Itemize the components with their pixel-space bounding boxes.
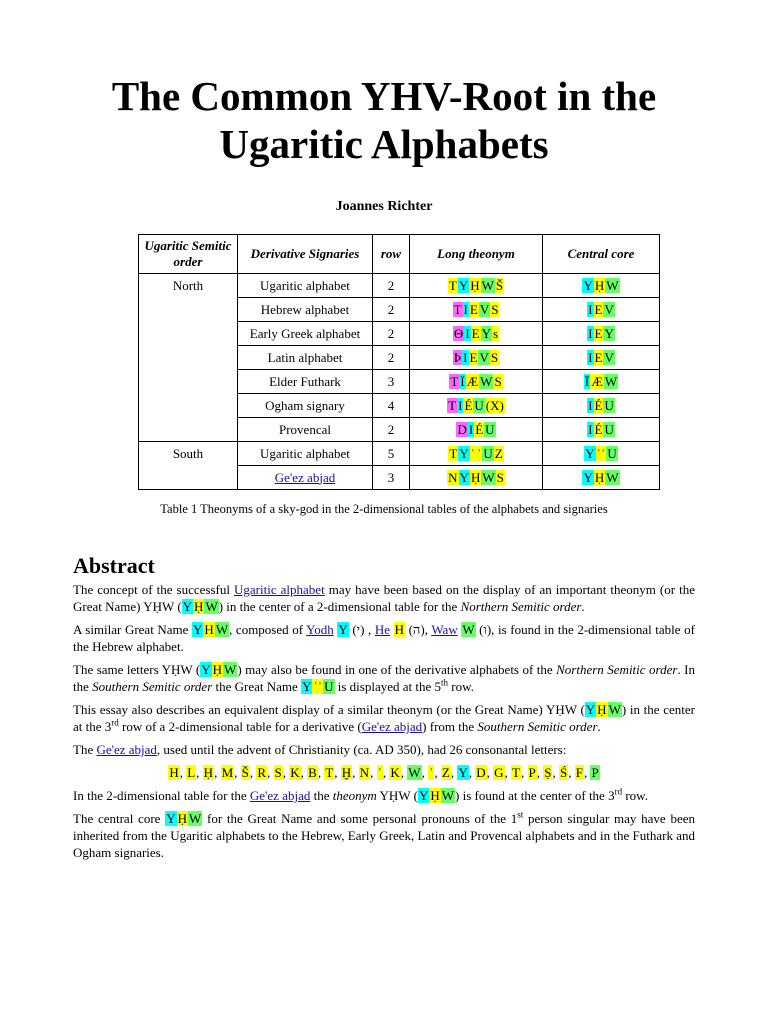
highlighted-letter: Y xyxy=(193,622,203,637)
text-run: , xyxy=(568,765,575,780)
text-run: ) is found at the center of the 3 xyxy=(455,788,615,803)
highlighted-letter: W xyxy=(188,811,202,826)
text-run: , xyxy=(249,765,257,780)
table-caption: Table 1 Theonyms of a sky-god in the 2-dimensional tables of the alphabets and signaries xyxy=(160,502,608,516)
highlighted-letter: Y xyxy=(585,702,596,717)
italic-term: Northern Semitic order xyxy=(556,662,678,677)
row-number-cell: 2 xyxy=(373,298,410,322)
text-run: . xyxy=(581,599,585,614)
highlighted-letter: T xyxy=(453,301,462,317)
table-row xyxy=(139,274,660,298)
inline-link[interactable]: Ge'ez abjad xyxy=(96,742,157,757)
highlighted-letter: Ï xyxy=(460,373,465,389)
text-run: , xyxy=(196,765,203,780)
table-body xyxy=(139,274,660,490)
row-number-cell: 3 xyxy=(373,466,410,490)
highlighted-letter: Z xyxy=(441,765,450,780)
text-run: , xyxy=(334,765,341,780)
highlighted-letter: Y xyxy=(459,469,469,485)
highlighted-letter: Z xyxy=(494,445,503,461)
highlighted-letter: Ḥ xyxy=(177,811,187,826)
text-run: row. xyxy=(622,788,648,803)
text-run: , xyxy=(536,765,544,780)
highlighted-letter: Ḫ xyxy=(341,765,352,780)
signary-cell: Hebrew alphabet xyxy=(238,298,373,322)
text-run: , xyxy=(400,765,408,780)
theonym-table xyxy=(138,234,660,490)
highlighted-letter: Ï xyxy=(584,373,590,389)
highlighted-letter: V xyxy=(479,349,489,365)
signary-cell: Ugaritic alphabet xyxy=(238,274,373,298)
highlighted-letter: U xyxy=(607,445,617,461)
central-core-cell xyxy=(543,394,660,418)
highlighted-letter: Y xyxy=(585,445,595,461)
text-run: , composed of xyxy=(229,622,307,637)
text-run: , xyxy=(370,765,377,780)
text-run: . In the xyxy=(73,662,695,694)
text-run: , xyxy=(504,765,512,780)
header-semitic-order: Ugaritic Semitic order xyxy=(139,235,238,274)
highlighted-letter: Ḥ xyxy=(594,469,605,485)
highlighted-letter: S xyxy=(274,765,282,780)
semitic-order-cell: South xyxy=(139,442,238,490)
signary-cell: Latin alphabet xyxy=(238,346,373,370)
highlighted-letter: E xyxy=(471,325,480,341)
highlighted-letter: Y xyxy=(481,325,491,341)
italic-term: Southern Semitic order xyxy=(477,719,598,734)
long-theonym-cell xyxy=(410,442,543,466)
inline-link[interactable]: Ge'ez abjad xyxy=(361,719,423,734)
long-theonym-cell xyxy=(410,418,543,442)
geez-abjad-link[interactable]: Ge'ez abjad xyxy=(274,469,336,485)
central-core-cell xyxy=(543,466,660,490)
highlighted-letter: Y xyxy=(418,788,429,803)
text-run: , xyxy=(434,765,441,780)
row-number-cell: 4 xyxy=(373,394,410,418)
highlighted-letter: Ḥ xyxy=(594,277,605,293)
row-number-cell: 2 xyxy=(373,322,410,346)
highlighted-letter: E xyxy=(594,349,603,365)
highlighted-letter: N xyxy=(448,469,458,485)
text-run: , xyxy=(521,765,528,780)
text-run: , xyxy=(282,765,290,780)
row-number-cell: 5 xyxy=(373,442,410,466)
highlighted-letter: Ṣ xyxy=(544,765,552,780)
highlighted-letter: U xyxy=(604,421,614,437)
highlighted-letter: S xyxy=(494,373,502,389)
highlighted-letter: Θ xyxy=(453,325,464,341)
highlighted-letter: ʾ xyxy=(477,445,482,461)
row-number-cell: 3 xyxy=(373,370,410,394)
long-theonym-cell xyxy=(410,322,543,346)
highlighted-letter: W xyxy=(462,622,475,637)
highlighted-letter: W xyxy=(480,373,493,389)
table-header-row xyxy=(139,235,660,274)
highlighted-letter: Y xyxy=(583,277,593,293)
highlighted-letter: E xyxy=(469,301,478,317)
highlighted-letter: V xyxy=(604,349,614,365)
highlighted-letter: Ḥ xyxy=(597,702,607,717)
text-run: person singular may have been inherited from the Ugaritic alphabets to the Hebrew, Early Greek, Latin and Provencal alphabets and in the Futhark and Ogham signaries. xyxy=(73,811,695,860)
highlighted-letter: M xyxy=(221,765,234,780)
highlighted-letter: N xyxy=(359,765,370,780)
text-run: , xyxy=(552,765,559,780)
highlighted-letter: T xyxy=(449,445,458,461)
highlighted-letter: S xyxy=(496,469,504,485)
long-theonym-cell xyxy=(410,394,543,418)
abstract-paragraph xyxy=(73,621,695,655)
text-run: , xyxy=(352,765,359,780)
signary-cell: Ogham signary xyxy=(238,394,373,418)
text-run: for the Great Name and some personal pronouns of the 1 xyxy=(202,811,518,826)
header-derivative-signaries: Derivative Signaries xyxy=(238,235,373,274)
text-run: . xyxy=(597,719,601,734)
text-run: , xyxy=(450,765,458,780)
text-run: row. xyxy=(448,679,474,694)
abstract-paragraph xyxy=(73,701,695,735)
long-theonym-cell xyxy=(410,346,543,370)
italic-term: theonym xyxy=(332,788,377,803)
highlighted-letter: I xyxy=(588,349,593,365)
long-theonym-cell xyxy=(410,466,543,490)
highlighted-letter: Ḥ xyxy=(470,277,480,293)
text-run: (י) , xyxy=(348,622,375,637)
highlighted-letter: W xyxy=(205,599,218,614)
highlighted-letter: H xyxy=(394,622,404,637)
highlighted-letter: V xyxy=(604,301,614,317)
signary-cell xyxy=(238,466,373,490)
highlighted-letter: T xyxy=(325,765,334,780)
highlighted-letter: ʾ xyxy=(377,765,382,780)
highlighted-letter: Y xyxy=(583,469,593,485)
highlighted-letter: Y xyxy=(458,765,468,780)
inline-link[interactable]: Yodh xyxy=(306,622,334,637)
highlighted-letter: Ḥ xyxy=(470,469,481,485)
central-core-cell xyxy=(543,346,660,370)
text-run: A similar Great Name xyxy=(73,622,193,637)
highlighted-letter: I xyxy=(588,421,593,437)
highlighted-letter: Ḥ xyxy=(212,662,223,677)
text-run: This essay also describes an equivalent display of a similar theonym (or the Great Name) YḤW ( xyxy=(73,702,585,717)
highlighted-letter: W xyxy=(441,788,455,803)
highlighted-letter: W xyxy=(215,622,229,637)
highlighted-letter: Y xyxy=(458,277,469,293)
text-run: YḤW ( xyxy=(376,788,418,803)
highlighted-letter: Š xyxy=(241,765,249,780)
inline-link[interactable]: Ge'ez abjad xyxy=(249,788,311,803)
highlighted-letter: W xyxy=(481,277,494,293)
highlighted-letter: H xyxy=(204,622,214,637)
text-run: ) from the xyxy=(422,719,478,734)
header-row: row xyxy=(373,235,410,274)
text-run: , xyxy=(382,765,390,780)
text-run: , xyxy=(468,765,476,780)
text-run: , xyxy=(179,765,187,780)
highlighted-letter: I xyxy=(463,301,468,317)
highlighted-letter: B xyxy=(308,765,317,780)
highlighted-letter: Ś xyxy=(559,765,568,780)
highlighted-letter: Y xyxy=(201,662,211,677)
highlighted-letter: ʿ xyxy=(429,765,434,780)
row-number-cell: 2 xyxy=(373,346,410,370)
highlighted-letter: Ḥ xyxy=(203,765,214,780)
inline-link[interactable]: Ugaritic alphabet xyxy=(234,582,325,597)
text-run: , xyxy=(234,765,241,780)
abstract-paragraph xyxy=(73,787,695,804)
central-core-cell xyxy=(543,442,660,466)
highlighted-letter: S xyxy=(490,349,499,365)
highlighted-letter: E xyxy=(594,301,603,317)
highlighted-letter: W xyxy=(606,277,619,293)
text-run: is displayed at the 5 xyxy=(334,679,442,694)
text-run: (ה), xyxy=(404,622,432,637)
text-run: may have been based on the display of an important theonym (or the Great Name) YḤW ( xyxy=(73,582,695,614)
ordinal-superscript: st xyxy=(517,809,524,820)
highlighted-letter: É xyxy=(464,397,473,413)
highlighted-letter: I xyxy=(468,421,474,437)
highlighted-letter: ʿʾ xyxy=(313,679,323,694)
highlighted-letter: I xyxy=(463,349,468,365)
ordinal-superscript: rd xyxy=(111,717,119,728)
abstract-paragraph xyxy=(73,661,695,695)
text-run: ) in the center at the 3 xyxy=(73,702,695,734)
highlighted-letter: D xyxy=(457,421,467,437)
highlighted-letter: P xyxy=(528,765,536,780)
document-title: The Common YHV-Root in the Ugaritic Alphabets xyxy=(111,73,657,167)
highlighted-letter: W xyxy=(606,469,619,485)
highlighted-letter: S xyxy=(491,301,499,317)
abstract-paragraph xyxy=(73,741,695,758)
highlighted-letter: E xyxy=(469,349,478,365)
highlighted-letter: U xyxy=(604,397,614,413)
text-run: , xyxy=(214,765,221,780)
highlighted-letter: Y xyxy=(459,445,469,461)
highlighted-letter: Y xyxy=(604,325,614,341)
highlighted-letter: U xyxy=(324,679,334,694)
highlighted-letter: R xyxy=(257,765,267,780)
abstract-heading: Abstract xyxy=(73,553,155,578)
text-run: , xyxy=(583,765,591,780)
highlighted-letter: Š xyxy=(495,277,504,293)
highlighted-letter: T xyxy=(450,373,459,389)
highlighted-letter: I xyxy=(465,325,470,341)
highlighted-letter: T xyxy=(448,397,457,413)
central-core-cell xyxy=(543,370,660,394)
long-theonym-cell xyxy=(410,370,543,394)
text-run: In the 2-dimensional table for the xyxy=(73,788,250,803)
central-core-cell xyxy=(543,322,660,346)
highlighted-letter: D xyxy=(476,765,486,780)
highlighted-letter: I xyxy=(588,301,593,317)
signary-cell: Ugaritic alphabet xyxy=(238,442,373,466)
text-run: the Great Name xyxy=(212,679,302,694)
long-theonym-cell xyxy=(410,274,543,298)
row-number-cell: 2 xyxy=(373,274,410,298)
row-number-cell: 2 xyxy=(373,418,410,442)
highlighted-letter: K xyxy=(290,765,300,780)
highlighted-letter: T xyxy=(448,277,457,293)
header-long-theonym: Long theonym xyxy=(410,235,543,274)
text-run: ) in the center of a 2-dimensional table for the xyxy=(218,599,461,614)
italic-term: Northern Semitic order xyxy=(460,599,582,614)
text-run: the xyxy=(310,788,333,803)
highlighted-letter: W xyxy=(408,765,421,780)
ordinal-superscript: th xyxy=(441,677,449,688)
highlighted-letter: ʿʾ xyxy=(596,445,606,461)
text-run: , xyxy=(421,765,429,780)
semitic-order-cell: North xyxy=(139,274,238,442)
text-run: The concept of the successful xyxy=(73,582,235,597)
geez-letters-line xyxy=(73,764,695,781)
highlighted-letter: ʿ xyxy=(470,445,475,461)
highlighted-letter: G xyxy=(494,765,504,780)
highlighted-letter: U xyxy=(485,421,495,437)
highlighted-letter: s xyxy=(493,325,499,341)
highlighted-letter: T xyxy=(512,765,520,780)
text-run: , xyxy=(267,765,274,780)
author-name: Joannes Richter xyxy=(335,199,433,214)
highlighted-letter: I xyxy=(588,325,593,341)
highlighted-letter: U xyxy=(483,445,493,461)
inline-link[interactable]: Waw xyxy=(431,622,458,637)
central-core-cell xyxy=(543,298,660,322)
text-run: , xyxy=(317,765,325,780)
highlighted-letter: Y xyxy=(182,599,193,614)
highlighted-letter: E xyxy=(594,325,603,341)
highlighted-letter: W xyxy=(482,469,495,485)
long-theonym-cell xyxy=(410,298,543,322)
highlighted-letter: Ḥ xyxy=(194,599,204,614)
highlighted-letter: Y xyxy=(302,679,312,694)
highlighted-letter: U xyxy=(474,397,484,413)
text-run: The xyxy=(73,742,97,757)
ordinal-superscript: rd xyxy=(614,786,623,797)
text-run: ) may also be found in one of the derivative alphabets of the xyxy=(237,662,557,677)
inline-link[interactable]: He xyxy=(374,622,390,637)
highlighted-letter: Y xyxy=(338,622,348,637)
highlighted-letter: F xyxy=(575,765,583,780)
highlighted-letter: L xyxy=(187,765,196,780)
abstract-paragraph xyxy=(73,810,695,861)
highlighted-letter: Þ xyxy=(453,349,462,365)
text-run: , xyxy=(300,765,308,780)
highlighted-letter: W xyxy=(608,702,621,717)
highlighted-letter: V xyxy=(479,301,490,317)
highlighted-letter: P xyxy=(591,765,599,780)
highlighted-letter: Y xyxy=(166,811,176,826)
highlighted-letter: W xyxy=(224,662,237,677)
text-run: The same letters YḤW ( xyxy=(73,662,201,677)
highlighted-letter: É xyxy=(594,397,603,413)
highlighted-letter: É xyxy=(594,421,603,437)
central-core-cell xyxy=(543,274,660,298)
table-row xyxy=(139,442,660,466)
highlighted-letter: Æ xyxy=(466,373,479,389)
text-run: row of a 2-dimensional table for a derivative ( xyxy=(118,719,362,734)
highlighted-letter: I xyxy=(458,397,463,413)
signary-cell: Provencal xyxy=(238,418,373,442)
text-run: (ו), is found in the 2-dimensional table of the Hebrew alphabet. xyxy=(73,622,695,654)
highlighted-letter: (X) xyxy=(485,397,504,413)
abstract-paragraph xyxy=(73,581,695,615)
highlighted-letter: Æ xyxy=(591,373,603,389)
abstract-body xyxy=(73,581,695,867)
header-central-core: Central core xyxy=(543,235,660,274)
signary-cell: Elder Futhark xyxy=(238,370,373,394)
italic-term: Southern Semitic order xyxy=(92,679,213,694)
highlighted-letter: K xyxy=(390,765,400,780)
highlighted-letter: H xyxy=(169,765,179,780)
highlighted-letter: W xyxy=(604,373,618,389)
highlighted-letter: É xyxy=(475,421,484,437)
text-run: , used until the advent of Christianity (ca. AD 350), had 26 consonantal letters: xyxy=(156,742,567,757)
highlighted-letter: I xyxy=(588,397,593,413)
highlighted-letter: Ḥ xyxy=(430,788,440,803)
central-core-cell xyxy=(543,418,660,442)
signary-cell: Early Greek alphabet xyxy=(238,322,373,346)
text-run: , xyxy=(486,765,494,780)
text-run: The central core xyxy=(73,811,166,826)
